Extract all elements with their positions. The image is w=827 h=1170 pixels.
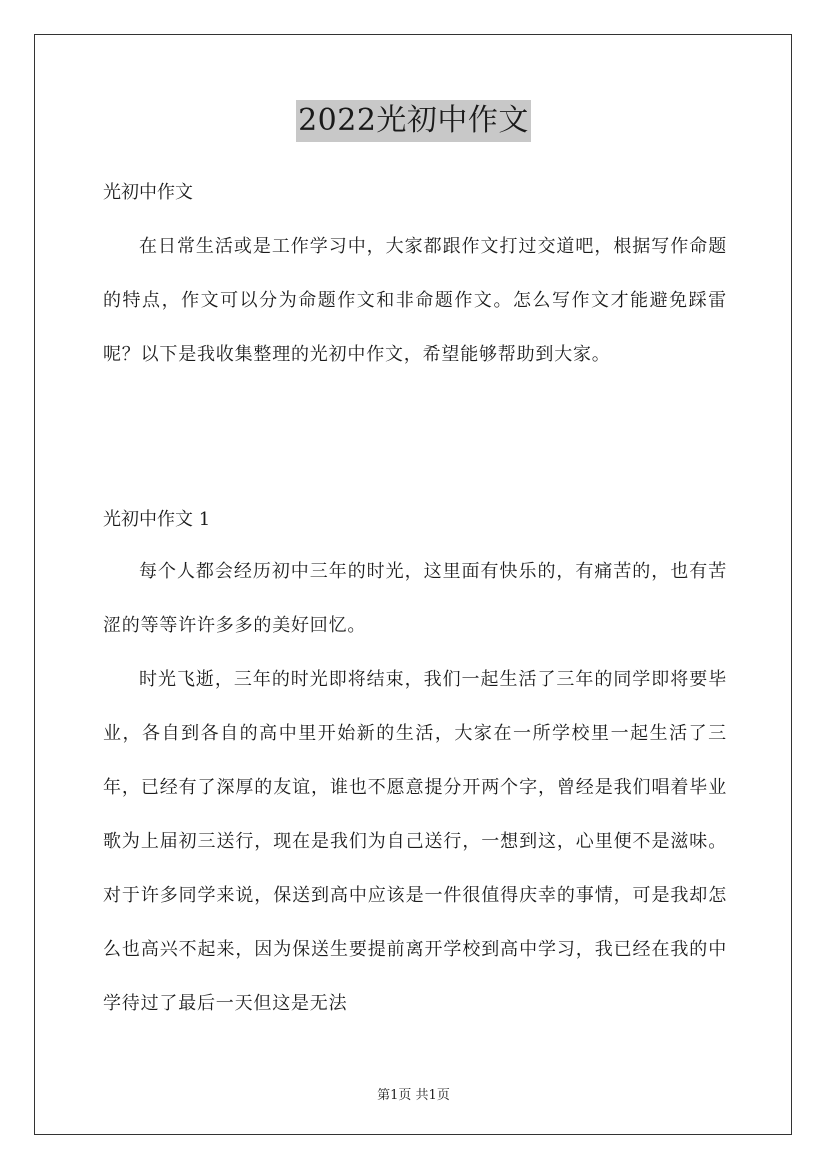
essay-1-paragraph-2: 时光飞逝，三年的时光即将结束，我们一起生活了三年的同学即将要毕业，各自到各自的高中里开始新的生活，大家在一所学校里一起生活了三年，已经有了深厚的友谊，谁也不愿意提分开两个字，曾经是我们唱着毕业歌为上届初三送行，现在是我们为自己送行，一想到这，心里便不是滋味。对于许多同学来说，保送到高中应该是一件很值得庆幸的事情，可是我却怎么也高兴不起来，因为保送生要提前离开学校到高中学习，我已经在我的中学待过了最后一天但这是无法: [103, 669, 727, 1014]
page-footer: 第1页 共1页: [377, 1088, 450, 1103]
title-container: [0, 100, 827, 142]
essay-1-paragraph-1: 每个人都会经历初中三年的时光，这里面有快乐的，有痛苦的，也有苦涩的等等许许多多的美好回忆。: [103, 561, 727, 636]
document-title: 2022光初中作文: [296, 100, 531, 142]
section-heading-main: 光初中作文: [103, 182, 193, 203]
essay-1-heading: 光初中作文 1: [103, 509, 211, 530]
intro-paragraph: 在日常生活或是工作学习中，大家都跟作文打过交道吧，根据写作命题的特点，作文可以分为命题作文和非命题作文。怎么写作文才能避免踩雷呢？以下是我收集整理的光初中作文，希望能够帮助到大家。: [103, 236, 727, 365]
